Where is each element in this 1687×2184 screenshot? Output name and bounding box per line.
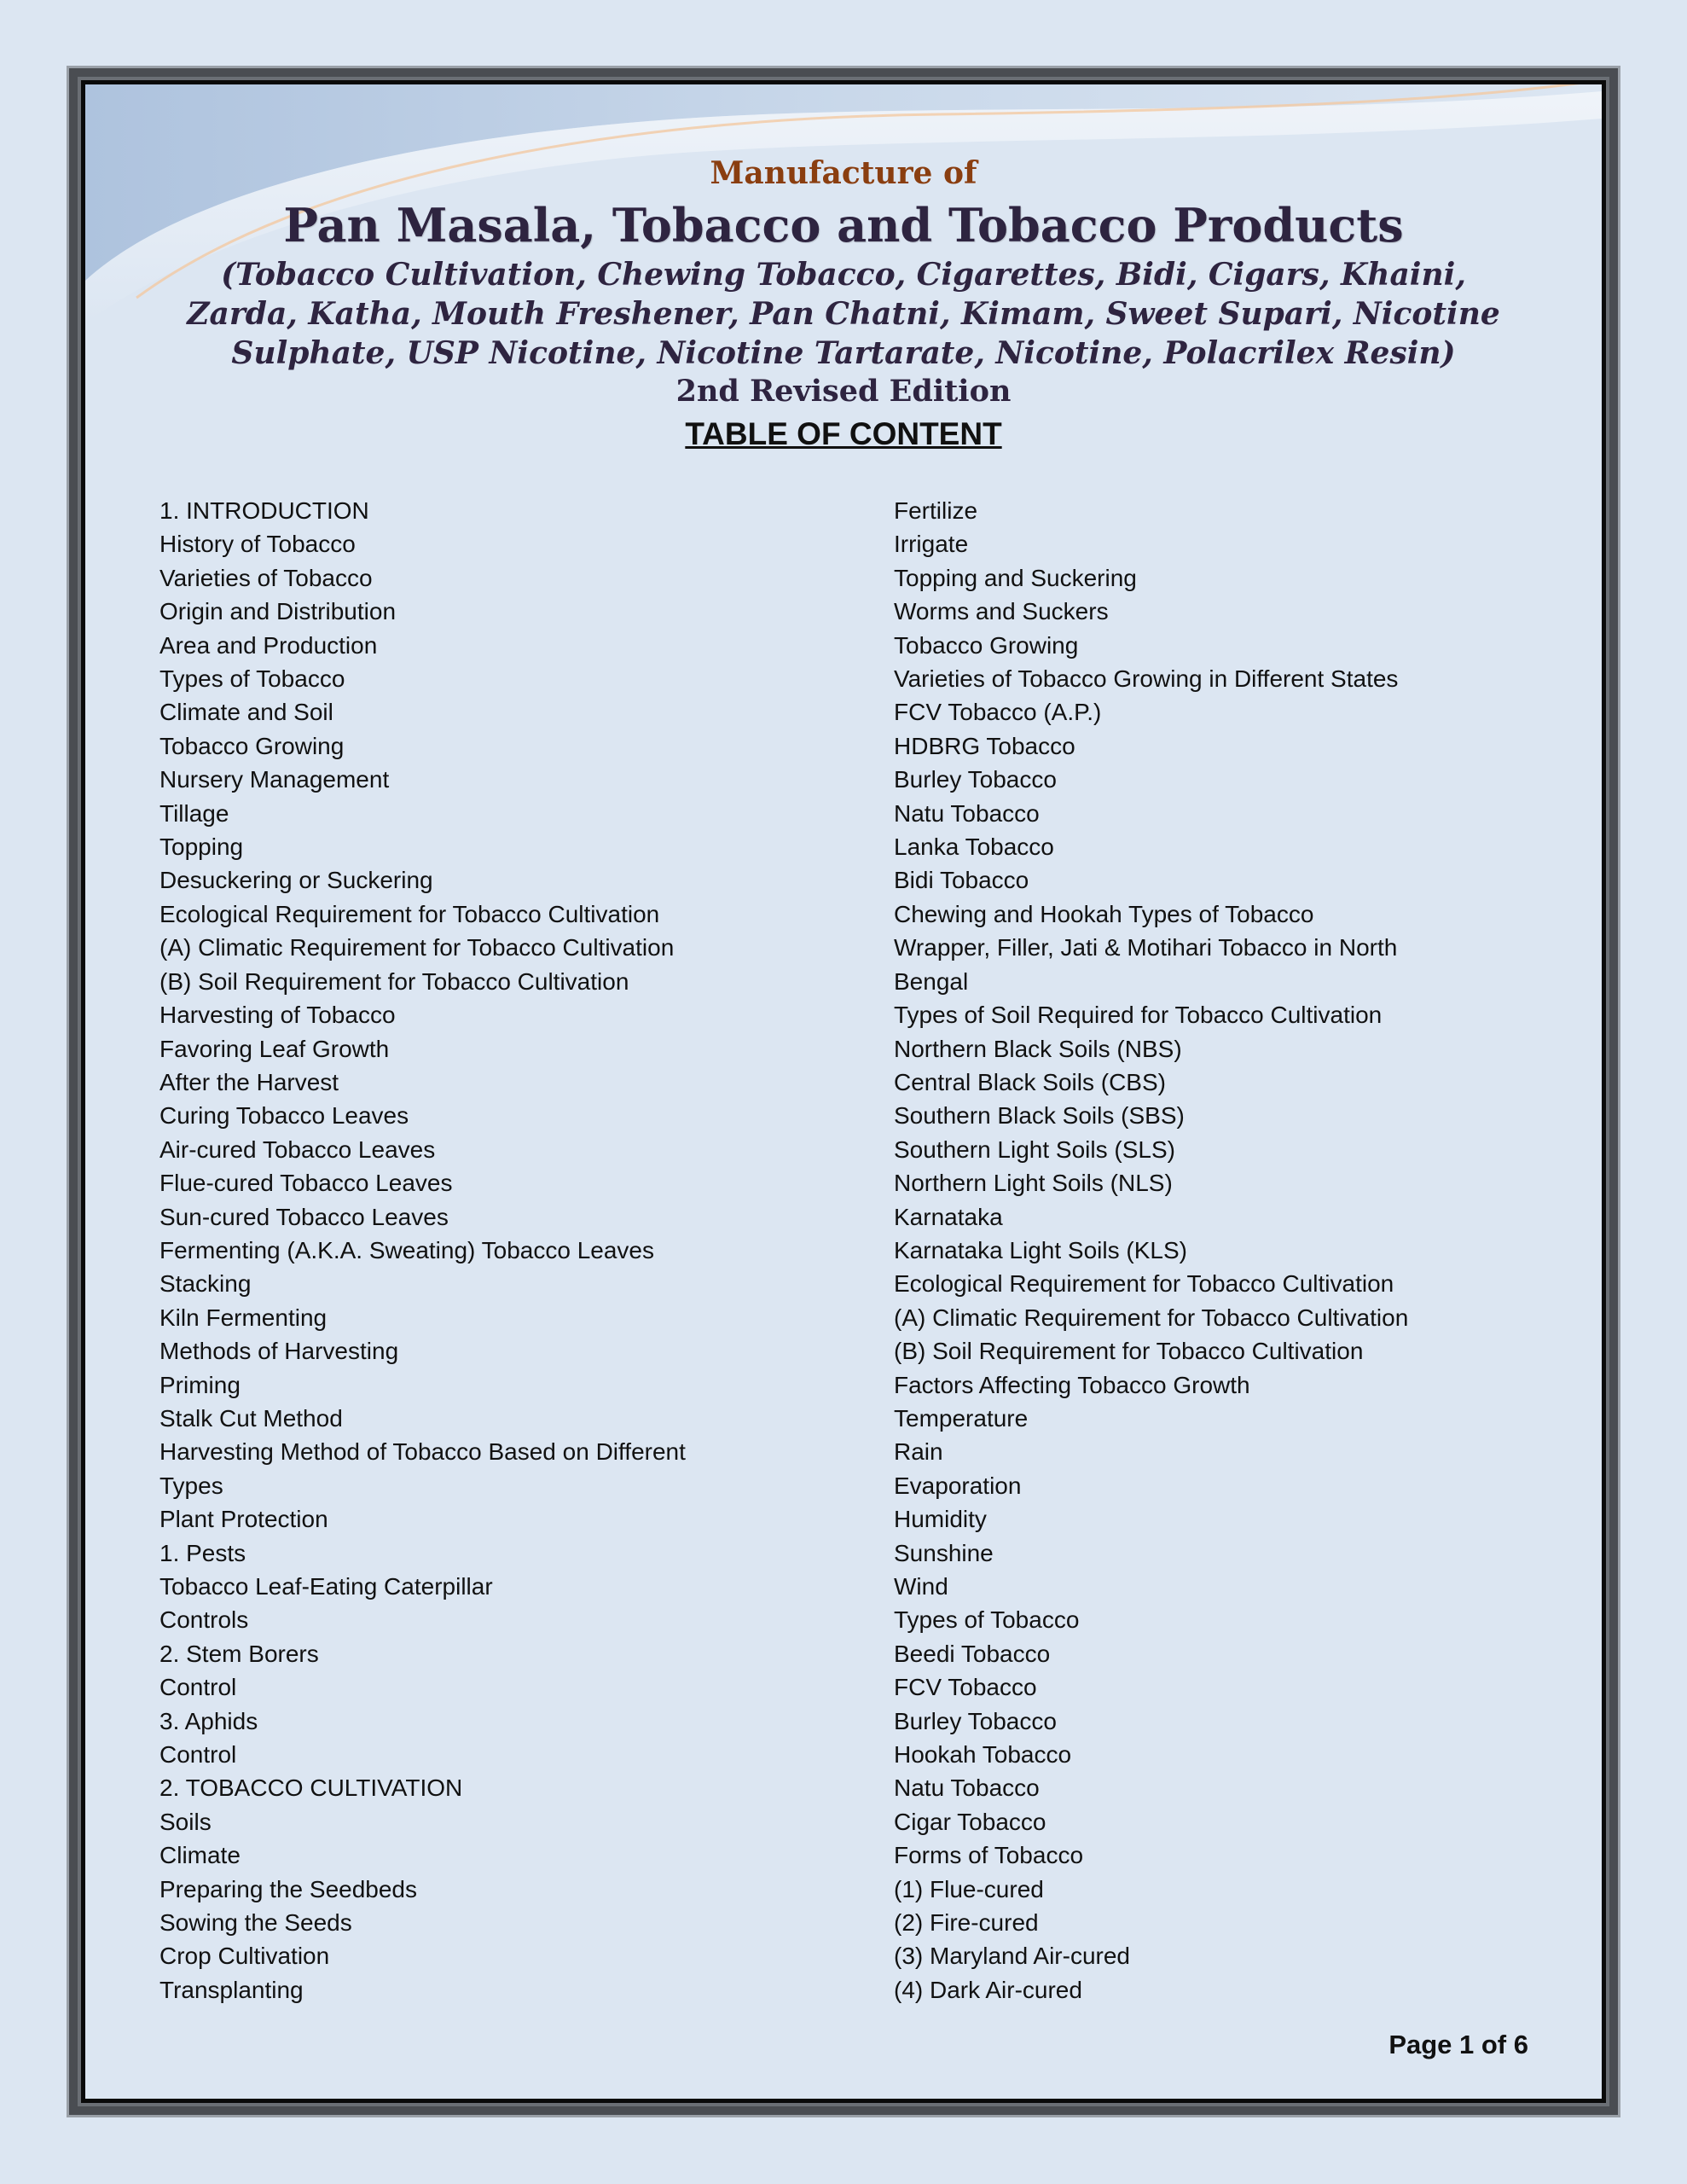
toc-entry: Origin and Distribution — [159, 598, 397, 625]
toc-entry: Cigar Tobacco — [894, 1808, 1046, 1835]
toc-entry: Temperature — [894, 1404, 1029, 1432]
toc-entry: Stalk Cut Method — [159, 1404, 343, 1432]
toc-entry: Types of Soil Required for Tobacco Cultivation — [894, 1002, 1383, 1029]
toc-entry: Factors Affecting Tobacco Growth — [894, 1371, 1250, 1398]
toc-entry: (B) Soil Requirement for Tobacco Cultivation — [159, 967, 629, 995]
toc-entry: (4) Dark Air-cured — [894, 1976, 1082, 2003]
toc-entry: Central Black Soils (CBS) — [894, 1068, 1166, 1095]
toc-entry: Types of Tobacco — [894, 1606, 1080, 1634]
toc-entry: Karnataka Light Soils (KLS) — [894, 1236, 1187, 1263]
page-border-outer — [67, 66, 1620, 2117]
toc-entry: Wind — [894, 1573, 948, 1600]
toc-entry: Flue-cured Tobacco Leaves — [159, 1170, 453, 1197]
toc-entry: (1) Flue-cured — [894, 1875, 1044, 1902]
toc-entry: Hookah Tobacco — [894, 1741, 1072, 1769]
toc-entry: Northern Light Soils (NLS) — [894, 1170, 1173, 1197]
toc-entry: Southern Light Soils (SLS) — [894, 1136, 1175, 1163]
toc-entry: Ecological Requirement for Tobacco Cultivation — [159, 900, 660, 927]
toc-heading: TABLE OF CONTENT — [685, 416, 1002, 451]
toc-entry: After the Harvest — [159, 1068, 339, 1095]
toc-entry: 1. INTRODUCTION — [159, 497, 369, 524]
toc-entry: Lanka Tobacco — [894, 834, 1054, 861]
toc-entry: Burley Tobacco — [894, 1707, 1057, 1734]
document-subtitle: (Tobacco Cultivation, Chewing Tobacco, Cigarettes, Bidi, Cigars, Khaini, Zarda, Katha, Mouth Freshener, Pan Chatni, Kimam, Sweet Supari, Nicotine Sulphate, USP Nicotine, Nicotine Tartarate, Nicotine, Polacrilex Resin) — [187, 257, 1500, 371]
document-header — [85, 153, 1602, 455]
toc-entry: Desuckering or Suckering — [159, 867, 433, 894]
toc-entry: Controls — [159, 1606, 249, 1634]
page-number: Page 1 of 6 — [1388, 2030, 1528, 2059]
toc-entry: Fermenting (A.K.A. Sweating) Tobacco Leaves — [159, 1236, 655, 1263]
toc-entry: Rain — [894, 1438, 943, 1466]
toc-column-left — [159, 494, 686, 2007]
toc-entry: Forms of Tobacco — [894, 1842, 1084, 1869]
toc-entry: 1. Pests — [159, 1539, 246, 1566]
toc-entry: Types — [159, 1472, 223, 1499]
toc-entry: Tillage — [159, 799, 229, 827]
toc-entry: Transplanting — [159, 1976, 304, 2003]
toc-entry: FCV Tobacco — [894, 1674, 1037, 1701]
toc-entry: Methods of Harvesting — [159, 1338, 399, 1365]
toc-entry: 2. Stem Borers — [159, 1640, 319, 1667]
toc-entry: FCV Tobacco (A.P.) — [894, 699, 1102, 726]
toc-entry: Air-cured Tobacco Leaves — [159, 1136, 436, 1163]
toc-entry: History of Tobacco — [159, 531, 356, 558]
toc-entry: Preparing the Seedbeds — [159, 1875, 417, 1902]
toc-entry: Wrapper, Filler, Jati & Motihari Tobacco in North — [894, 934, 1398, 961]
toc-entry: Varieties of Tobacco — [159, 564, 373, 591]
toc-entry: Beedi Tobacco — [894, 1640, 1051, 1667]
toc-entry: Harvesting of Tobacco — [159, 1002, 396, 1029]
toc-entry: Control — [159, 1674, 237, 1701]
document-title: Pan Masala, Tobacco and Tobacco Products — [283, 198, 1404, 253]
page-border-mid — [78, 77, 1609, 2106]
toc-entry: Fertilize — [894, 497, 978, 524]
toc-entry: Types of Tobacco — [159, 665, 345, 693]
toc-entry: Sun-cured Tobacco Leaves — [159, 1203, 449, 1230]
toc-entry: Tobacco Leaf-Eating Caterpillar — [159, 1573, 493, 1600]
toc-entry: Southern Black Soils (SBS) — [894, 1102, 1185, 1130]
toc-entry: Control — [159, 1741, 237, 1769]
toc-entry: Worms and Suckers — [894, 598, 1109, 625]
toc-entry: 3. Aphids — [159, 1707, 258, 1734]
toc-entry: Plant Protection — [159, 1506, 328, 1533]
toc-entry: Bidi Tobacco — [894, 867, 1029, 894]
toc-entry: Ecological Requirement for Tobacco Cultivation — [894, 1270, 1394, 1298]
toc-entry: Area and Production — [159, 631, 378, 659]
toc-entry: Favoring Leaf Growth — [159, 1035, 390, 1062]
toc-entry: Tobacco Growing — [159, 732, 345, 759]
toc-entry: (B) Soil Requirement for Tobacco Cultivation — [894, 1338, 1364, 1365]
header-kicker: Manufacture of — [710, 155, 977, 191]
toc-entry: Karnataka — [894, 1203, 1003, 1230]
toc-entry: Climate and Soil — [159, 699, 333, 726]
toc-entry: Varieties of Tobacco Growing in Different States — [894, 665, 1399, 693]
toc-entry: Northern Black Soils (NBS) — [894, 1035, 1182, 1062]
toc-entry: Harvesting Method of Tobacco Based on Different — [159, 1438, 686, 1466]
toc-entry: Sowing the Seeds — [159, 1909, 352, 1937]
toc-entry: Humidity — [894, 1506, 987, 1533]
toc-entry: Stacking — [159, 1270, 252, 1298]
toc-entry: Sunshine — [894, 1539, 994, 1566]
page-border-inner — [81, 80, 1606, 2103]
toc-entry: (A) Climatic Requirement for Tobacco Cultivation — [159, 934, 675, 961]
toc-entry: Topping — [159, 834, 244, 861]
toc-entry: Curing Tobacco Leaves — [159, 1102, 409, 1130]
toc-entry: (3) Maryland Air-cured — [894, 1943, 1130, 1970]
toc-entry: Natu Tobacco — [894, 799, 1040, 827]
toc-entry: Tobacco Growing — [894, 631, 1079, 659]
toc-entry: Burley Tobacco — [894, 766, 1057, 793]
toc-entry: (A) Climatic Requirement for Tobacco Cultivation — [894, 1304, 1409, 1331]
toc-entry: HDBRG Tobacco — [894, 732, 1075, 759]
toc-entry: Climate — [159, 1842, 241, 1869]
edition-label: 2nd Revised Edition — [675, 374, 1012, 409]
toc-entry: Topping and Suckering — [894, 564, 1137, 591]
toc-entry: (2) Fire-cured — [894, 1909, 1039, 1937]
toc-entry: Crop Cultivation — [159, 1943, 330, 1970]
toc-column-right — [894, 494, 1408, 2007]
toc-entry: Bengal — [894, 967, 969, 995]
toc-entry: Irrigate — [894, 531, 969, 558]
toc-entry: Soils — [159, 1808, 212, 1835]
toc-entry: Chewing and Hookah Types of Tobacco — [894, 900, 1314, 927]
toc-entry: Priming — [159, 1371, 241, 1398]
toc-entry: Evaporation — [894, 1472, 1022, 1499]
toc-entry: Natu Tobacco — [894, 1774, 1040, 1802]
toc-entry: Nursery Management — [159, 766, 390, 793]
toc-entry: Kiln Fermenting — [159, 1304, 328, 1331]
toc-entry: 2. TOBACCO CULTIVATION — [159, 1774, 463, 1802]
